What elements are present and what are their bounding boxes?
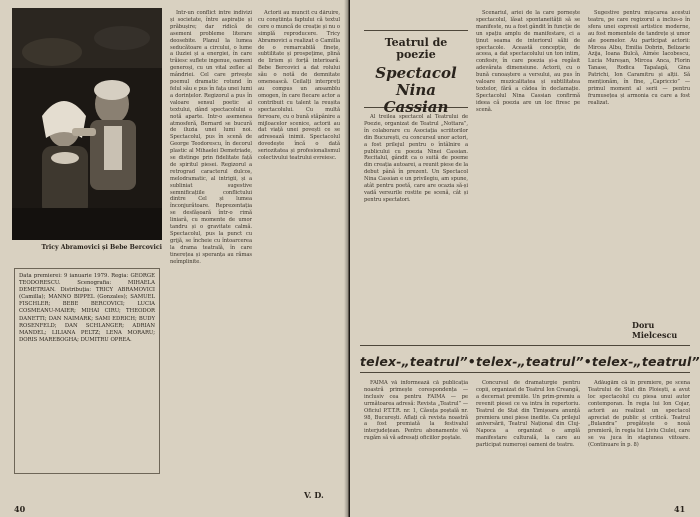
section-rule — [360, 345, 690, 346]
right-page — [350, 0, 700, 517]
credits-box: Data premierei: 9 ianuarie 1979. Regia: GEORGE TEODORESCU. Scenografia: MIHAELA DEMETRIAN. Distribuția: TRICY ABRAMOVICI (Camilla); MANNO BIPPEL (Gonzales); SAMUEL FISCHLER; BEBE BERCOVICI; LUCIA COSMEANU-MAIER; MIHAI CIRU; THEODOR DANETTI; DAN NAIMARK; SAMI EDRICH; BUDY ROSENFELD; DAN SCHLANGER; ADRIAN MANDEL; LILIANA PELTZ; LENA MORARU; DORIS MAREBOGHA; DUMITRU OPREA. — [14, 268, 160, 474]
article-text: Actorii au muncit cu dăruire, cu conștiința faptului că textul cere o muncă de creație și nu o simplă reproducere. Tricy Abramovici a realizat o Camilla de o remarcabilă finețe, subtilitate și prospețime, plină de lirism și forță interioară. Bebe Bercovici a dat rolului său o notă de demnitate omenească. Ceilalți interpreți au compus un ansamblu omogen, în care fiecare actor a contribuit cu talent la reușita spectacolului. Cu multă fervoare, cu o bună stăpânire a mijloacelor scenice, actorii au dat viață unei povești ce se adresează inimii. Spectacolul dovedește încă o dată seriozitatea și profesionalismul colectivului teatrului evreiesc. — [258, 10, 340, 162]
article-text: Intr-un conflict intre indivizi și societate, între aspirație și prăbușire; dar ridică de asemeni probleme literare deosebite. Planul la lumea seducătoare a circului, o lume a iluziei și a energiei, în care trăiesc suflete ingenue, oameni generoși, cu un vital zeflec al mândriei. Cel care privește poemul dramatic rotund în felul său e pus în fața unei lumi a dorințelor. Regizorul a pus în valoare sensul poetic al textului, dând spectacolului o notă aparte. Intr-o asemenea atmosferă, Bernard se bucură de iluzia unei lumi noi. Spectacolul, pus în scenă de George Teodorescu, în decorul plastic al Mihaelei Demetriade, se distinge prin fidelitate față de spiritul piesei. Regizorul a retrograd caracterul dulcos, melodramatic, al intrigii, și a subliniat sugestive semnificațiile conflictului dintre Cel și lumea înconjurătoare. Reprezentația se desfășoară într-o rimă liniară, cu momente de umor tandru și o gravitate calmă. Spectacolul, pus la punct cu grijă, se încheie cu întoarcerea la drama teatrală, în care tinerețea și speranța au rămas neîmplinite. — [170, 10, 252, 265]
article-heading — [364, 30, 468, 116]
telex-text: FAIMA vă informează că publicația noastră primește corespondența — inclusiv cea pentru FAIMA — pe următoarea adresă: Revista „Teatrul” — Oficiul P.T.T.R. nr. 1, Căsuța poștală nr. 98, București. Aflați că revista noastră a fost premiată la festivalul interjudețean. Pentru abonamente vă rugăm să vă adresați oficiilor poștale. — [364, 380, 468, 442]
article-text: Al treilea spectacol al Teatrului de Poezie, organizat de Teatrul „Nottara”, în colaborare cu Asociația scriitorilor din București, cu concursul unor actori, a fost prilejul pentru o întâlnire a publicului cu poezia Ninei Cassian. Recitalul, gândit ca o suită de poeme din creația autoarei, a reunit piese de la debut până în prezent. Un Spectacol Nina Cassian e un privilegiu, am spune, atât pentru poetă, care are ocazia să-și vadă versurile rostite pe scenă, cât și pentru spectatori. — [364, 114, 468, 203]
article-text: Sugestive pentru mișcarea acestui teatru, pe care regizorul a inclus-o în sfera unei expresii artistice moderne, au fost momentele de tandrețe și umor ale poemelor. Au participat actorii: Mircea Albu, Emilia Dobrin, Belizarie Azija, Ioana Bulcă, Aimée Iacobescu, Lucia Mureșan, Mircea Anca, Florin Tanase, Rodica Tapalagă, Gina Patrichi, Ion Caramitru și alții. Să menționăm, în fine, „Capriccio” — primul moment al serii — pentru frumusețea și armonia cu care a fost realizat. — [588, 10, 690, 106]
telex-column-3 — [588, 380, 690, 500]
telex-column-1 — [364, 380, 468, 500]
author-signature: Doru Mielcescu — [632, 320, 678, 340]
telex-banner: telex-„teatrul”•telex-„teatrul”•telex-„teatrul” — [360, 354, 700, 369]
production-photo-image — [12, 8, 162, 240]
page-number: 40 — [14, 504, 26, 514]
production-photo — [12, 8, 162, 240]
author-signature: V. D. — [304, 490, 324, 500]
article-column-right-1 — [364, 114, 468, 334]
article-column-right-3 — [588, 10, 690, 306]
article-column-left-2 — [170, 10, 252, 480]
article-text: Scenariul, ariei de la care pornește spectacolul, lăsat spontaneității să se manifeste, nu a fost gândit în funcție de un spațiu amplu de manifestare, ci a ținut seama de interiorul sălii de spectacole. Această concepție, de aceea, a dat spectacolului un ton intim, confesiv, în care poezia și-a regăsit adevărata dimensiune. Actorii, cu o bună cunoaștere a versului, au pus în valoare muzicalitatea și subtilitatea textelor, fără a cădea în declamație. Spectacolul Nina Cassian confirmă ideea că poezia are un loc firesc pe scenă. — [476, 10, 580, 113]
article-kicker: Teatrul de poezie — [384, 36, 448, 61]
telex-text: Adăugăm că în premiere, pe scena Teatrului de Stat din Ploiești, a avut loc spectacolul cu piesa unui autor contemporan. În regia lui Ion Cojar, actorii au realizat un spectacol apreciat de public și critică. Teatrul „Bulandra” pregătește o nouă premieră, în regia lui Liviu Ciulei, care se va juca în stagiunea viitoare. (Continuare în p. 8) — [588, 380, 690, 449]
telex-text: Concursul de dramaturgie pentru copii, organizat de Teatrul Ion Creangă, a decernat premiile. Un prim-premiu a revenit piesei ce va intra în repertoriu. Teatrul de Stat din Timișoara anunță premiera unei piese inedite. Cu prilejul aniversării, Teatrul Național din Cluj-Napoca a organizat o amplă manifestare culturală, la care au participat numeroși oameni de teatru. — [476, 380, 580, 449]
telex-column-2 — [476, 380, 580, 500]
article-headline: Spectacol Nina Cassian — [375, 64, 457, 116]
article-column-right-2 — [476, 10, 580, 332]
section-rule — [360, 372, 690, 373]
page-number: 41 — [674, 504, 686, 514]
left-page — [0, 0, 349, 517]
photo-caption: Tricy Abramovici și Bebe Bercovici — [41, 244, 162, 251]
article-column-left-3 — [258, 10, 340, 450]
